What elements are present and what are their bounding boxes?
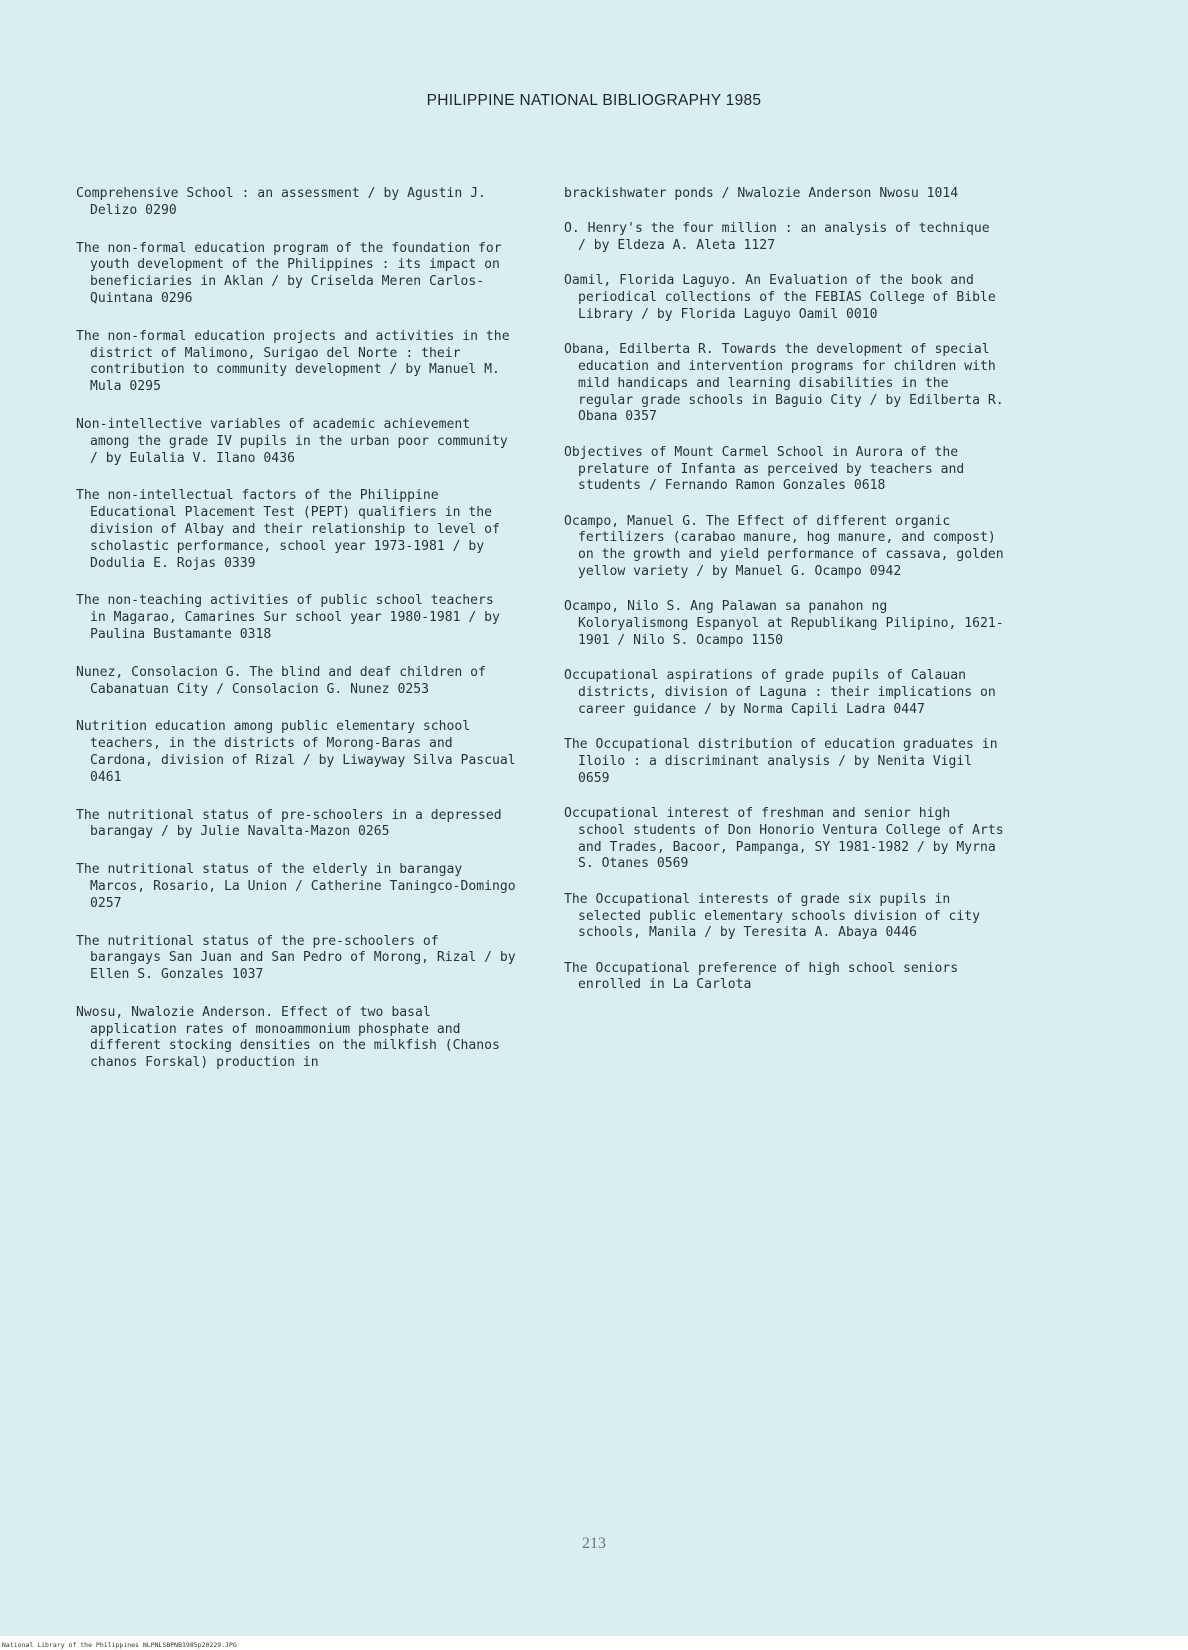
bibliography-entry: Occupational aspirations of grade pupils of Calauan districts, division of Laguna : their implications on career guidance / by Norma Capili Ladra 0447 (564, 668, 1004, 717)
scan-credit: National Library of the Philippines NLPNLSBPNB1985p20229.JPG (2, 1641, 237, 1649)
bibliography-entry: The nutritional status of the elderly in barangay Marcos, Rosario, La Union / Catherine Taningco-Domingo 0257 (76, 862, 524, 911)
bibliography-entry: Occupational interest of freshman and senior high school students of Don Honorio Ventura College of Arts and Trades, Bacoor, Pampanga, SY 1981-1982 / by Myrna S. Otanes 0569 (564, 806, 1012, 872)
bibliography-entry: The non-intellectual factors of the Philippine Educational Placement Test (PEPT) qualifiers in the division of Albay and their relationship to level of scholastic performance, school year 1973-1981 / by Dodulia E. Rojas 0339 (76, 488, 508, 571)
bibliography-entry: Comprehensive School : an assessment / by Agustin J. Delizo 0290 (76, 186, 494, 218)
bibliography-entry: Ocampo, Nilo S. Ang Palawan sa panahon ng Koloryalismong Espanyol at Republikang Pilipino, 1621-1901 / Nilo S. Ocampo 1150 (564, 599, 1004, 648)
bibliography-column-right (564, 186, 1012, 1013)
bibliography-entry: Nunez, Consolacion G. The blind and deaf children of Cabanatuan City / Consolacion G. Nunez 0253 (76, 664, 494, 697)
bibliography-entry: The Occupational preference of high school seniors enrolled in La Carlota (564, 960, 967, 993)
page-number: 213 (582, 1535, 606, 1552)
bibliography-entry: Nutrition education among public elementary school teachers, in the districts of Morong-Baras and Cardona, division of Rizal / by Liwayway Silva Pascual 0461 (76, 719, 524, 785)
page-title: PHILIPPINE NATIONAL BIBLIOGRAPHY 1985 (426, 92, 762, 109)
bibliography-entry: The non-teaching activities of public school teachers in Magarao, Camarines Sur school year 1980-1981 / by Paulina Bustamante 0318 (76, 593, 508, 642)
bibliography-entry: The non-formal education projects and activities in the district of Malimono, Surigao del Norte : their contribution to community development / by Manuel M. Mula 0295 (76, 328, 518, 395)
bibliography-entry: The nutritional status of the pre-schoolers of barangays San Juan and San Pedro of Morong, Rizal / by Ellen S. Gonzales 1037 (76, 933, 524, 983)
bibliography-entry: O. Henry's the four million : an analysis of technique / by Eldeza A. Aleta 1127 (564, 221, 998, 254)
bibliography-entry: The nutritional status of pre-schoolers in a depressed barangay / by Julie Navalta-Mazon 0265 (76, 807, 510, 840)
bibliography-entry: Obana, Edilberta R. Towards the development of special education and intervention programs for children with mild handicaps and learning disabilities in the regular grade schools in Baguio City / by Edilberta R. Obana 0357 (564, 342, 1012, 425)
bibliography-entry: The non-formal education program of the foundation for youth development of the Philippines : its impact on beneficiaries in Aklan / by Criselda Meren Carlos-Quintana 0296 (76, 240, 510, 306)
footer-strip (0, 1636, 1188, 1650)
bibliography-entry: brackishwater ponds / Nwalozie Anderson Nwosu 1014 (564, 186, 959, 201)
bibliography-entry: Ocampo, Manuel G. The Effect of different organic fertilizers (carabao manure, hog manure, and compost) on the growth and yield performance of cassava, golden yellow variety / by Manuel G. Ocampo 0942 (564, 513, 1012, 580)
bibliography-entry: Nwosu, Nwalozie Anderson. Effect of two basal application rates of monoammonium phosphate and different stocking densities on the milkfish (Chanos chanos Forskal) production in (76, 1004, 508, 1071)
bibliography-column-left (76, 186, 524, 1093)
bibliography-entry: The Occupational distribution of education graduates in Iloilo : a discriminant analysis / by Nenita Vigil 0659 (564, 737, 1006, 786)
bibliography-entry: Objectives of Mount Carmel School in Aurora of the prelature of Infanta as perceived by teachers and students / Fernando Ramon Gonzales 0618 (564, 444, 973, 494)
bibliography-entry: Non-intellective variables of academic achievement among the grade IV pupils in the urban poor community / by Eulalia V. Ilano 0436 (76, 416, 516, 466)
bibliography-entry: Oamil, Florida Laguyo. An Evaluation of the book and periodical collections of the FEBIAS College of Bible Library / by Florida Laguyo Oamil 0010 (564, 273, 1004, 322)
bibliography-entry: The Occupational interests of grade six pupils in selected public elementary schools division of city schools, Manila / by Teresita A. Abaya 0446 (564, 891, 988, 941)
